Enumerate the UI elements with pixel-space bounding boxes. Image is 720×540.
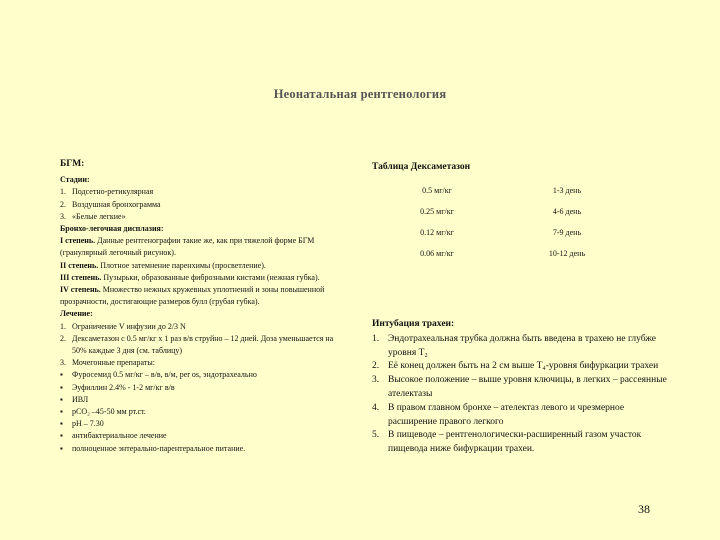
list-item: 2. Дексаметазон с 0.5 мг/кг х 1 раз в/в струйно – 12 дней. Доза уменьшается на 50% каждые 3 дня (см. таблицу)	[60, 333, 334, 356]
list-item: ▪ Эуфиллин 2.4% - 1-2 мг/кг в/в	[60, 382, 335, 394]
bullet-icon: ▪	[60, 431, 63, 441]
list-item: ▪ pH – 7.30	[60, 418, 335, 430]
table-row: 0.25 мг/кг 4-6 день	[420, 207, 582, 216]
list-item: 1. Эндотрахеальная трубка должна быть введена в трахею не глубже уровня T₂	[372, 333, 656, 358]
list-item: ▪ Фуросемид 0.5 мг/кг – в/в, в/м, per os, эндотрахеально	[60, 369, 335, 381]
list-item: IV степень. Множество нежных кружевных уплотнений и зоны повышенной прозрачности, достигающие размеров булл (грубая губка).	[60, 285, 325, 307]
bullet-icon: ▪	[60, 407, 63, 417]
list-item: 2. Её конец должен быть на 2 см выше T₄-уровня бифуркации трахеи	[372, 361, 659, 372]
list-item: 5. В пищеводе – рентгенологически-расширенный газом участок пищевода ниже бифуркации трахеи.	[372, 430, 642, 455]
treatment-list	[60, 321, 335, 370]
bullet-icon: ▪	[60, 419, 63, 429]
bgm-heading: БГМ:	[60, 159, 85, 169]
table-row: 0.06 мг/кг 10-12 день	[420, 249, 586, 258]
list-item: 3. Высокое положение – выше уровня ключицы, в легких – рассеянные ателектазы	[372, 375, 667, 399]
bullet-icon: ▪	[60, 370, 63, 380]
list-item: 1. Ограничение V инфузии до 2/3 N	[60, 321, 186, 331]
list-item: ▪ pCO₂ –45-50 мм рт.ст.	[60, 406, 335, 418]
list-item: I степень. Данные рентгенографии такие же, как при тяжелой форме БГМ (гранулярный легочный рисунок).	[60, 236, 315, 258]
bullet-icon: ▪	[60, 443, 63, 453]
intubation-section	[372, 318, 672, 457]
bullet-icon: ▪	[60, 382, 63, 392]
bullet-icon: ▪	[60, 394, 63, 404]
list-item: ▪ ИВЛ	[60, 394, 335, 406]
list-item: 4. В правом главном бронхе – ателектаз левого и чрезмерное расширение правого легкого	[372, 402, 625, 427]
stages-label: Стадии:	[60, 175, 90, 185]
list-item: 3. Мочегонные препараты:	[60, 358, 155, 368]
dexamethasone-table	[372, 180, 632, 264]
table-row: 0.5 мг/кг 1-3 день	[422, 186, 582, 195]
page-number: 38	[638, 502, 650, 516]
table-row: 0.12 мг/кг 7-9 день	[420, 228, 582, 237]
intubation-heading: Интубация трахеи:	[372, 319, 455, 329]
dex-table-title: Таблица Дексаметазон	[372, 162, 471, 172]
list-item: ▪ антибактериальное лечение	[60, 430, 335, 442]
treatment-label: Лечение:	[60, 309, 93, 319]
list-item: 1. Подсетно-ретикулярная	[60, 187, 154, 197]
bgm-section	[60, 158, 335, 455]
list-item: 3. «Белые легкие»	[60, 211, 126, 221]
slide-title: Неонатальная рентгенология	[273, 87, 447, 101]
bpd-label: Бронхо-легочная дисплазия:	[60, 224, 164, 234]
stages-list	[60, 186, 335, 223]
list-item: ▪ полноценное энтерально-парентеральное питание.	[60, 443, 335, 455]
list-item: 2. Воздушная бронхограмма	[60, 199, 161, 209]
list-item: II степень. Плотное затемнение паренхимы (просветление).	[60, 260, 266, 270]
degrees-list	[60, 235, 335, 308]
bullet-list	[60, 369, 335, 454]
list-item: III степень. Пузырьки, образованные фиброзными кистами (нежная губка).	[60, 272, 320, 282]
